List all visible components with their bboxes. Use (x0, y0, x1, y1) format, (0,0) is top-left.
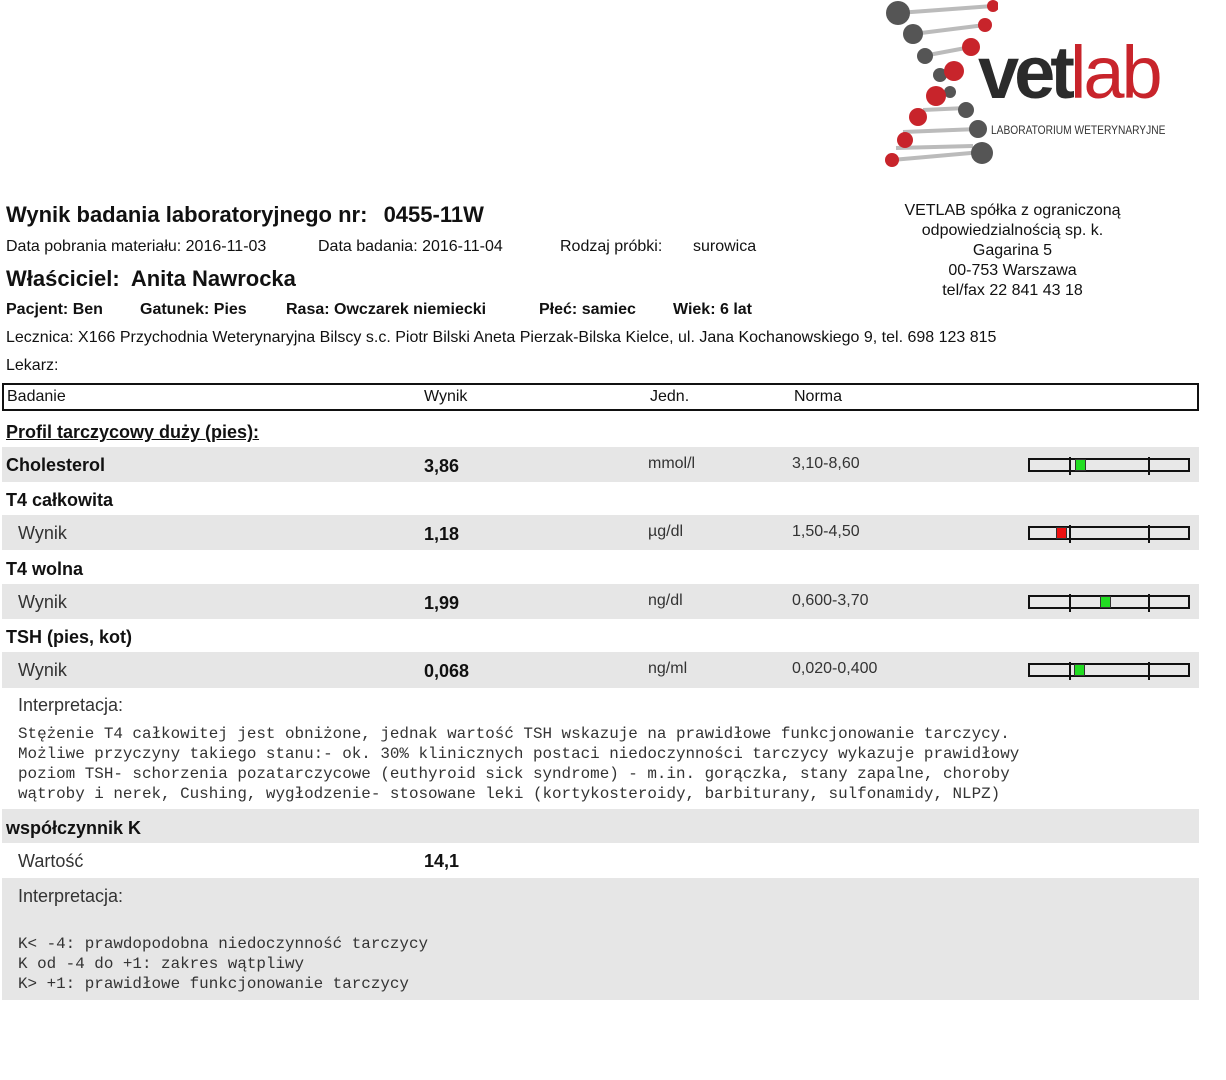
norm-limit-tick (1069, 525, 1071, 543)
table-header (2, 383, 1199, 411)
test-name: Wynik (18, 592, 67, 612)
sex: Płeć: samiec (539, 301, 636, 318)
logo-vet: vet (978, 31, 1070, 114)
col-result: Wynik (424, 388, 468, 405)
test-name: Wynik (18, 660, 67, 680)
collection-date: Data pobrania materiału: 2016-11-03 (6, 238, 267, 255)
owner-label: Właściciel: (6, 266, 120, 291)
report-title (6, 202, 484, 228)
company-line: tel/fax 22 841 43 18 (942, 282, 1083, 299)
interpretation-text: Stężenie T4 całkowitej jest obniżone, jednak wartość TSH wskazuje na prawidłowe funkcjonowanie tarczycy. Możliwe przyczyny takiego stanu:- ok. 30% klinicznych postaci niedoczynności tarczycy wykazuje prawidłowy poziom TSH- schorzenia pozatarczycowe (euthyroid sick syndrome) - m.in. gorączka, stany zapalne, choroby wątroby i nerek, Cushing, wygłodzenie- stosowane leki (kortykosteroidy, barbiturany, sulfonamidy, NLPZ) (18, 725, 1020, 803)
result-norm: 1,50-4,50 (792, 523, 860, 540)
group-t4-total: T4 całkowita (6, 490, 114, 510)
interpretation-label: Interpretacja: (18, 695, 124, 715)
test-name: Wynik (18, 523, 67, 543)
row-band (2, 584, 1199, 619)
col-unit: Jedn. (650, 388, 690, 405)
row-band (2, 447, 1199, 482)
result-marker (1074, 664, 1085, 676)
company-line: Gagarina 5 (972, 242, 1053, 259)
test-name: Cholesterol (6, 455, 106, 475)
col-test: Badanie (7, 388, 66, 405)
result-norm: 3,10-8,60 (792, 455, 860, 472)
sample-value: surowica (693, 238, 757, 255)
range-indicator (1028, 663, 1190, 677)
patient: Pacjent: Ben (6, 301, 103, 318)
report-number: 0455-11W (383, 202, 484, 227)
k-title: współczynnik K (6, 818, 142, 838)
range-indicator (1028, 458, 1190, 472)
norm-limit-tick (1148, 662, 1150, 680)
section-title: Profil tarczycowy duży (pies): (6, 422, 260, 442)
company-line: VETLAB spółka z ograniczoną (904, 202, 1121, 219)
logo-tagline: LABORATORIUM WETERYNARYJNE (991, 123, 1166, 137)
clinic: Lecznica: X166 Przychodnia Weterynaryjna Bilscy s.c. Piotr Bilski Aneta Pierzak-Bilska Kielce, ul. Jana Kochanowskiego 9, tel. 698 123 815 (6, 329, 997, 346)
result-unit: µg/dl (648, 523, 684, 540)
result-value: 0,068 (424, 661, 470, 681)
species: Gatunek: Pies (140, 301, 247, 318)
result-unit: ng/dl (648, 592, 683, 609)
result-marker (1075, 459, 1086, 471)
norm-limit-tick (1148, 457, 1150, 475)
norm-limit-tick (1069, 594, 1071, 612)
row-band (2, 809, 1199, 843)
age: Wiek: 6 lat (673, 301, 752, 318)
result-marker (1056, 527, 1067, 539)
result-unit: ng/ml (648, 660, 688, 677)
company-info (860, 201, 1165, 301)
group-t4-free: T4 wolna (6, 559, 84, 579)
range-indicator (1028, 526, 1190, 540)
result-value: 1,18 (424, 524, 460, 544)
norm-limit-tick (1148, 594, 1150, 612)
doctor: Lekarz: (6, 357, 59, 374)
result-unit: mmol/l (648, 455, 696, 472)
norm-limit-tick (1069, 662, 1071, 680)
result-norm: 0,020-0,400 (792, 660, 878, 677)
breed: Rasa: Owczarek niemiecki (286, 301, 487, 318)
k-label: Wartość (18, 851, 84, 871)
range-indicator (1028, 595, 1190, 609)
row-band (2, 515, 1199, 550)
company-line: 00-753 Warszawa (948, 262, 1077, 279)
result-value: 3,86 (424, 456, 460, 476)
k-interpretation-text: K< -4: prawdopodobna niedoczynność tarczycy K od -4 do +1: zakres wątpliwy K> +1: prawidłowe funkcjonowanie tarczycy (18, 935, 429, 993)
k-value: 14,1 (424, 851, 460, 871)
logo-lab: lab (1069, 31, 1160, 114)
title-label: Wynik badania laboratoryjnego nr: (6, 202, 368, 227)
owner-name: Anita Nawrocka (130, 266, 296, 291)
norm-limit-tick (1148, 525, 1150, 543)
test-date: Data badania: 2016-11-04 (318, 238, 503, 255)
company-line: odpowiedzialnością sp. k. (921, 222, 1104, 239)
result-marker (1100, 596, 1111, 608)
sample-label: Rodzaj próbki: (560, 238, 663, 255)
norm-limit-tick (1069, 457, 1071, 475)
row-band (2, 652, 1199, 688)
interpretation-label: Interpretacja: (18, 886, 124, 906)
vetlab-logo (878, 0, 1178, 175)
result-value: 1,99 (424, 593, 460, 613)
result-norm: 0,600-3,70 (792, 592, 869, 609)
owner (6, 266, 296, 292)
col-norm: Norma (794, 388, 843, 405)
group-tsh: TSH (pies, kot) (6, 627, 133, 647)
